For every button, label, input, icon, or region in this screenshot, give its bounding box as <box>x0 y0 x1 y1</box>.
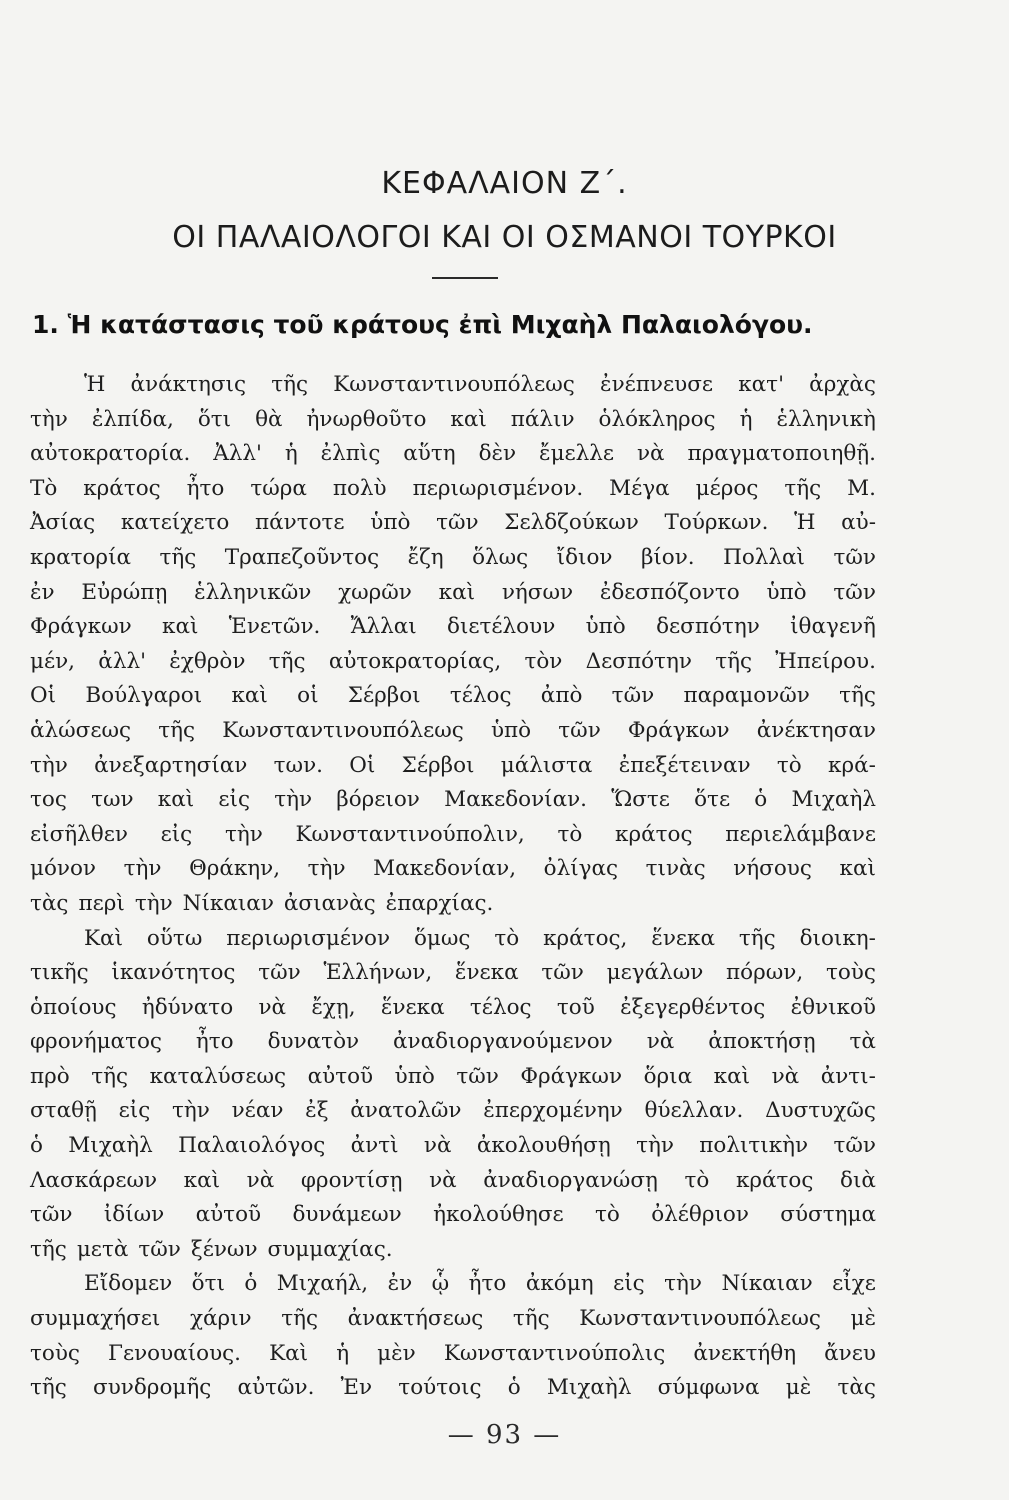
title-rule <box>432 277 498 279</box>
text-line: αὐτοκρατορία. Ἀλλ' ἡ ἐλπὶς αὕτη δὲν ἔμελλε νὰ πραγματοποιηθῇ. <box>30 441 876 467</box>
text-line: συμμαχήσει χάριν τῆς ἀνακτήσεως τῆς Κωνσταντινουπόλεως μὲ <box>30 1306 876 1332</box>
section-heading: 1. Ἡ κατάστασις τοῦ κράτους ἐπὶ Μιχαὴλ Παλαιολόγου. <box>32 310 813 339</box>
text-line: τὴν ἐλπίδα, ὅτι θὰ ἠνωρθοῦτο καὶ πάλιν ὁλόκληρος ἡ ἑλληνικὴ <box>30 406 876 432</box>
text-line: σταθῇ εἰς τὴν νέαν ἐξ ἀνατολῶν ἐπερχομένην θύελλαν. Δυστυχῶς <box>30 1098 876 1124</box>
text-line: τοὺς Γενουαίους. Καὶ ἡ μὲν Κωνσταντινούπολις ἀνεκτήθη ἄνευ <box>30 1340 876 1366</box>
text-line: τος των καὶ εἰς τὴν βόρειον Μακεδονίαν. Ὥστε ὅτε ὁ Μιχαὴλ <box>30 787 876 813</box>
text-line: ὁ Μιχαὴλ Παλαιολόγος ἀντὶ νὰ ἀκολουθήσῃ τὴν πολιτικὴν τῶν <box>30 1133 876 1159</box>
text-line: εἰσῆλθεν εἰς τὴν Κωνσταντινούπολιν, τὸ κράτος περιελάμβανε <box>30 821 876 847</box>
text-line: Ἀσίας κατείχετο πάντοτε ὑπὸ τῶν Σελδζούκων Τούρκων. Ἡ αὐ- <box>30 510 876 536</box>
text-line: Φράγκων καὶ Ἑνετῶν. Ἄλλαι διετέλουν ὑπὸ δεσπότην ἰθαγενῆ <box>30 614 876 640</box>
chapter-title: ΟΙ ΠΑΛΑΙΟΛΟΓΟΙ ΚΑΙ ΟΙ ΟΣΜΑΝΟΙ ΤΟΥΡΚΟΙ <box>172 220 837 255</box>
text-line: Ἡ ἀνάκτησις τῆς Κωνσταντινουπόλεως ἐνέπνευσε κατ' ἀρχὰς <box>84 372 876 397</box>
text-line: τικῆς ἱκανότητος τῶν Ἑλλήνων, ἕνεκα τῶν μεγάλων πόρων, τοὺς <box>30 960 876 986</box>
text-line: Λασκάρεων καὶ νὰ φροντίσῃ νὰ ἀναδιοργανώσῃ τὸ κράτος διὰ <box>30 1167 876 1193</box>
text-line: τῆς συνδρομῆς αὐτῶν. Ἐν τούτοις ὁ Μιχαὴλ σύμφωνα μὲ τὰς <box>30 1375 876 1401</box>
text-line: τῶν ἰδίων αὐτοῦ δυνάμεων ἠκολούθησε τὸ ὀλέθριον σύστημα <box>30 1202 876 1228</box>
text-line: Τὸ κράτος ἦτο τώρα πολὺ περιωρισμένον. Μέγα μέρος τῆς Μ. <box>30 475 876 501</box>
text-line: ἁλώσεως τῆς Κωνσταντινουπόλεως ὑπὸ τῶν Φράγκων ἀνέκτησαν <box>30 717 876 743</box>
text-line: ἐν Εὐρώπῃ ἑλληνικῶν χωρῶν καὶ νήσων ἐδεσπόζοντο ὑπὸ τῶν <box>30 579 876 605</box>
text-line: φρονήματος ἦτο δυνατὸν ἀναδιοργανούμενον νὰ ἀποκτήσῃ τὰ <box>30 1029 876 1055</box>
text-line: Εἴδομεν ὅτι ὁ Μιχαήλ, ἐν ᾧ ἦτο ἀκόμη εἰς τὴν Νίκαιαν εἶχε <box>84 1271 876 1297</box>
text-line: Καὶ οὕτω περιωρισμένον ὅμως τὸ κράτος, ἕνεκα τῆς διοικη- <box>84 925 876 951</box>
text-line: κρατορία τῆς Τραπεζοῦντος ἔζη ὅλως ἴδιον βίον. Πολλαὶ τῶν <box>30 544 876 570</box>
text-line: τὴν ἀνεξαρτησίαν των. Οἱ Σέρβοι μάλιστα ἐπεξέτειναν τὸ κρά- <box>30 752 876 778</box>
text-line: ὁποίους ἠδύνατο νὰ ἔχῃ, ἕνεκα τέλος τοῦ ἐξεγερθέντος ἐθνικοῦ <box>30 994 876 1020</box>
text-line: μόνον τὴν Θράκην, τὴν Μακεδονίαν, ὀλίγας τινὰς νήσους καὶ <box>30 856 876 882</box>
chapter-number: ΚΕΦΑΛΑΙΟΝ Ζ΄. <box>381 166 628 201</box>
text-line: πρὸ τῆς καταλύσεως αὐτοῦ ὑπὸ τῶν Φράγκων ὅρια καὶ νὰ ἀντι- <box>30 1063 876 1089</box>
text-line: Οἱ Βούλγαροι καὶ οἱ Σέρβοι τέλος ἀπὸ τῶν παραμονῶν τῆς <box>30 683 876 709</box>
page-number: — 93 — <box>447 1420 562 1450</box>
body-text <box>30 368 876 1406</box>
text-line: τὰς περὶ τὴν Νίκαιαν ἀσιανὰς ἐπαρχίας. <box>30 890 494 916</box>
text-line: τῆς μετὰ τῶν ξένων συμμαχίας. <box>30 1236 393 1262</box>
text-line: μέν, ἀλλ' ἐχθρὸν τῆς αὐτοκρατορίας, τὸν Δεσπότην τῆς Ἠπείρου. <box>30 648 876 674</box>
